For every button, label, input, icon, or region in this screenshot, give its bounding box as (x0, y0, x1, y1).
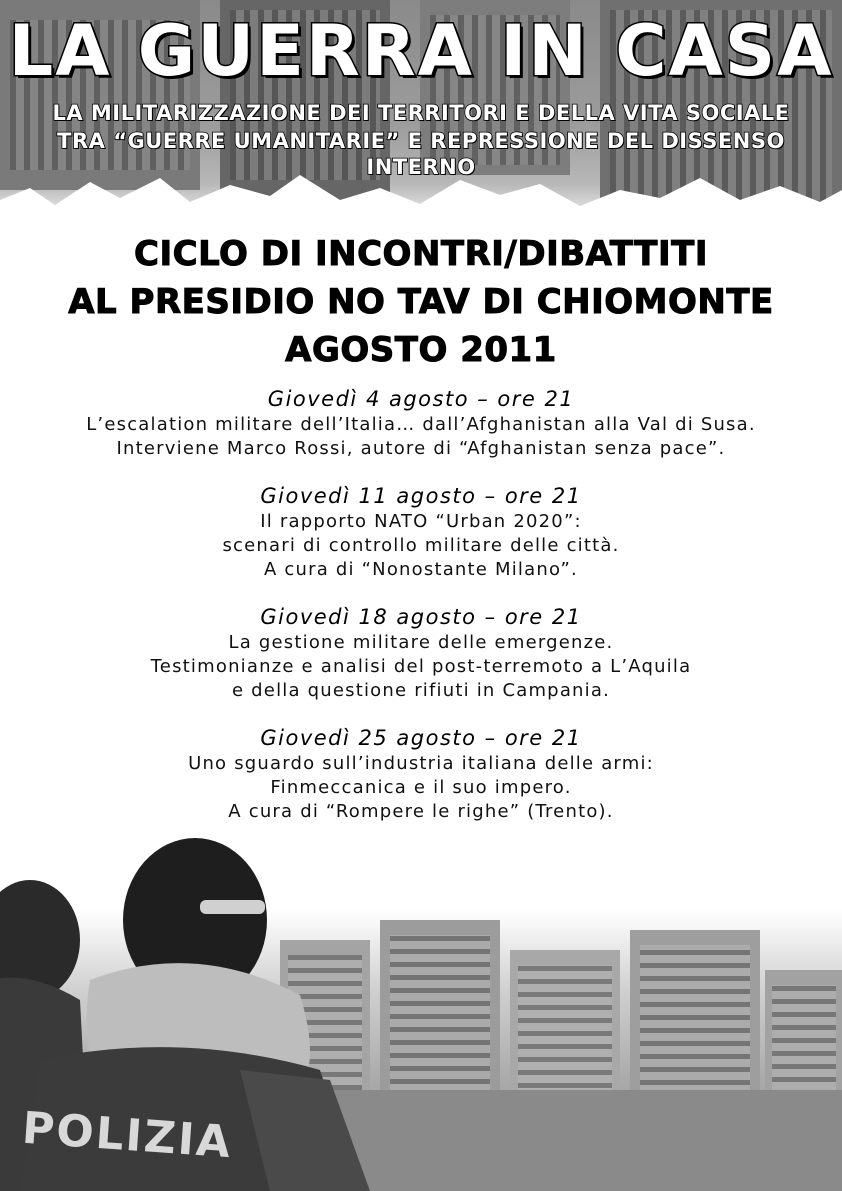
poster-subtitle-line-1: LA MILITARIZZAZIONE DEI TERRITORI E DELLA VITA SOCIALE (52, 101, 790, 125)
event-schedule (0, 385, 842, 845)
event-item (0, 603, 842, 703)
event-description-line: A cura di “Rompere le righe” (Trento). (228, 801, 614, 822)
poster-subtitle-line-2: TRA “GUERRE UMANITARIE” E REPRESSIONE DEL DISSENSO INTERNO (57, 129, 785, 179)
event-description-line: Testimonianze e analisi del post-terremoto a L’Aquila (150, 656, 692, 677)
event-description-line: La gestione militare delle emergenze. (228, 632, 614, 653)
event-series-heading (0, 230, 842, 374)
event-date: Giovedì 11 agosto – ore 21 (260, 484, 582, 508)
event-date: Giovedì 4 agosto – ore 21 (267, 387, 575, 411)
event-date: Giovedì 25 agosto – ore 21 (260, 726, 582, 750)
event-description-line: e della questione rifiuti in Campania. (231, 680, 611, 701)
event-item (0, 385, 842, 461)
poster-title: LA GUERRA IN CASA (8, 10, 834, 92)
event-description-line: Uno sguardo sull’industria italiana delle armi: (188, 753, 654, 774)
event-description-line: scenari di controllo militare delle città. (222, 535, 620, 556)
event-description-line: Finmeccanica e il suo impero. (270, 777, 572, 798)
event-description-line: Interviene Marco Rossi, autore di “Afghanistan senza pace”. (116, 438, 726, 459)
event-item (0, 724, 842, 824)
event-description-line: L’escalation militare dell’Italia… dall’Afghanistan alla Val di Susa. (86, 414, 756, 435)
event-description-line: A cura di “Nonostante Milano”. (264, 559, 578, 580)
event-heading-line-3: AGOSTO 2011 (285, 330, 557, 370)
building-windows (390, 935, 490, 1110)
event-date: Giovedì 18 agosto – ore 21 (260, 605, 582, 629)
event-heading-line-2: AL PRESIDIO NO TAV DI CHIOMONTE (68, 282, 774, 322)
event-description-line: Il rapporto NATO “Urban 2020”: (260, 511, 582, 532)
event-heading-line-1: CICLO DI INCONTRI/DIBATTITI (134, 234, 708, 274)
event-item (0, 482, 842, 582)
police-uniform-lettering: POLIZIA (20, 1102, 234, 1169)
ground-shape (300, 1090, 842, 1191)
